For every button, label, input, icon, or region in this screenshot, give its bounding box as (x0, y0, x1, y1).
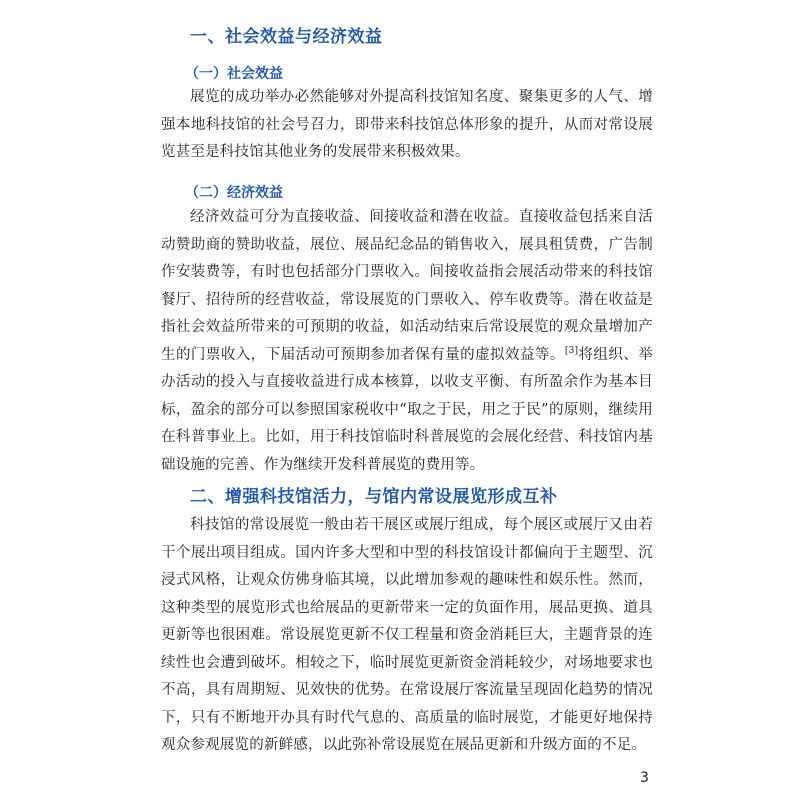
subsection-social-benefit-heading: （一）社会效益 (185, 66, 283, 82)
economic-benefit-text-part-1: 经济效益可分为直接收益、间接收益和潜在收益。直接收益包括来自活动赞助商的赞助收益，展位、展品纪念品的销售收入，展具租赁费，广告制作安装费等，有时也包括部分门票收入。间接收益指会展活动带来的科技馆餐厅、招待所的经营收益，常设展览的门票收入、停车收费等。潜在收益是指社会效益所带来的可预期的收益，如活动结束后常设展览的观众量增加产生的门票收入，下届活动可预期参加者保有量的虚拟效益等。 (161, 209, 653, 363)
subsection-economic-benefit-heading: （二）经济效益 (185, 185, 283, 201)
section-2-heading: 二、增强科技馆活力，与馆内常设展览形成互补 (190, 487, 558, 507)
section-2-paragraph: 科技馆的常设展览一般由若干展区或展厅组成，每个展区或展厅又由若干个展出项目组成。国内许多大型和中型的科技馆设计都偏向于主题型、沉浸式风格，让观众仿佛身临其境，以此增加参观的趣味性和娱乐性。然而，这种类型的展览形式也给展品的更新带来一定的负面作用，展品更换、道具更新等也很困难。常设展览更新不仅工程量和资金消耗巨大，主题背景的连续性也会遭到破坏。相较之下，临时展览更新资金消耗较少，对场地要求也不高，具有周期短、见效快的优势。在常设展厅客流量呈现固化趋势的情况下，只有不断地开办具有时代气息的、高质量的临时展览，才能更好地保持观众参观展览的新鲜感，以此弥补常设展览在展品更新和升级方面的不足。 (161, 517, 653, 753)
section-1-heading: 一、社会效益与经济效益 (190, 27, 383, 47)
citation-marker: [3] (564, 345, 579, 356)
economic-benefit-paragraph (161, 204, 653, 479)
economic-benefit-text-part-2: 将组织、举办活动的投入与直接收益进行成本核算，以收支平衡、有所盈余作为基本目标，盈余的部分可以参照国家税收中“取之于民，用之于民”的原则，继续用在科普事业上。比如，用于科技馆临时科普展览的会展化经营、科技馆内基础设施的完善、作为继续开发科普展览的费用等。 (161, 346, 654, 473)
page-number: 3 (640, 770, 649, 786)
social-benefit-paragraph: 展览的成功举办必然能够对外提高科技馆知名度、聚集更多的人气、增强本地科技馆的社会号召力，即带来科技馆总体形象的提升，从而对常设展览甚至是科技馆其他业务的发展带来积极效果。 (161, 89, 653, 160)
